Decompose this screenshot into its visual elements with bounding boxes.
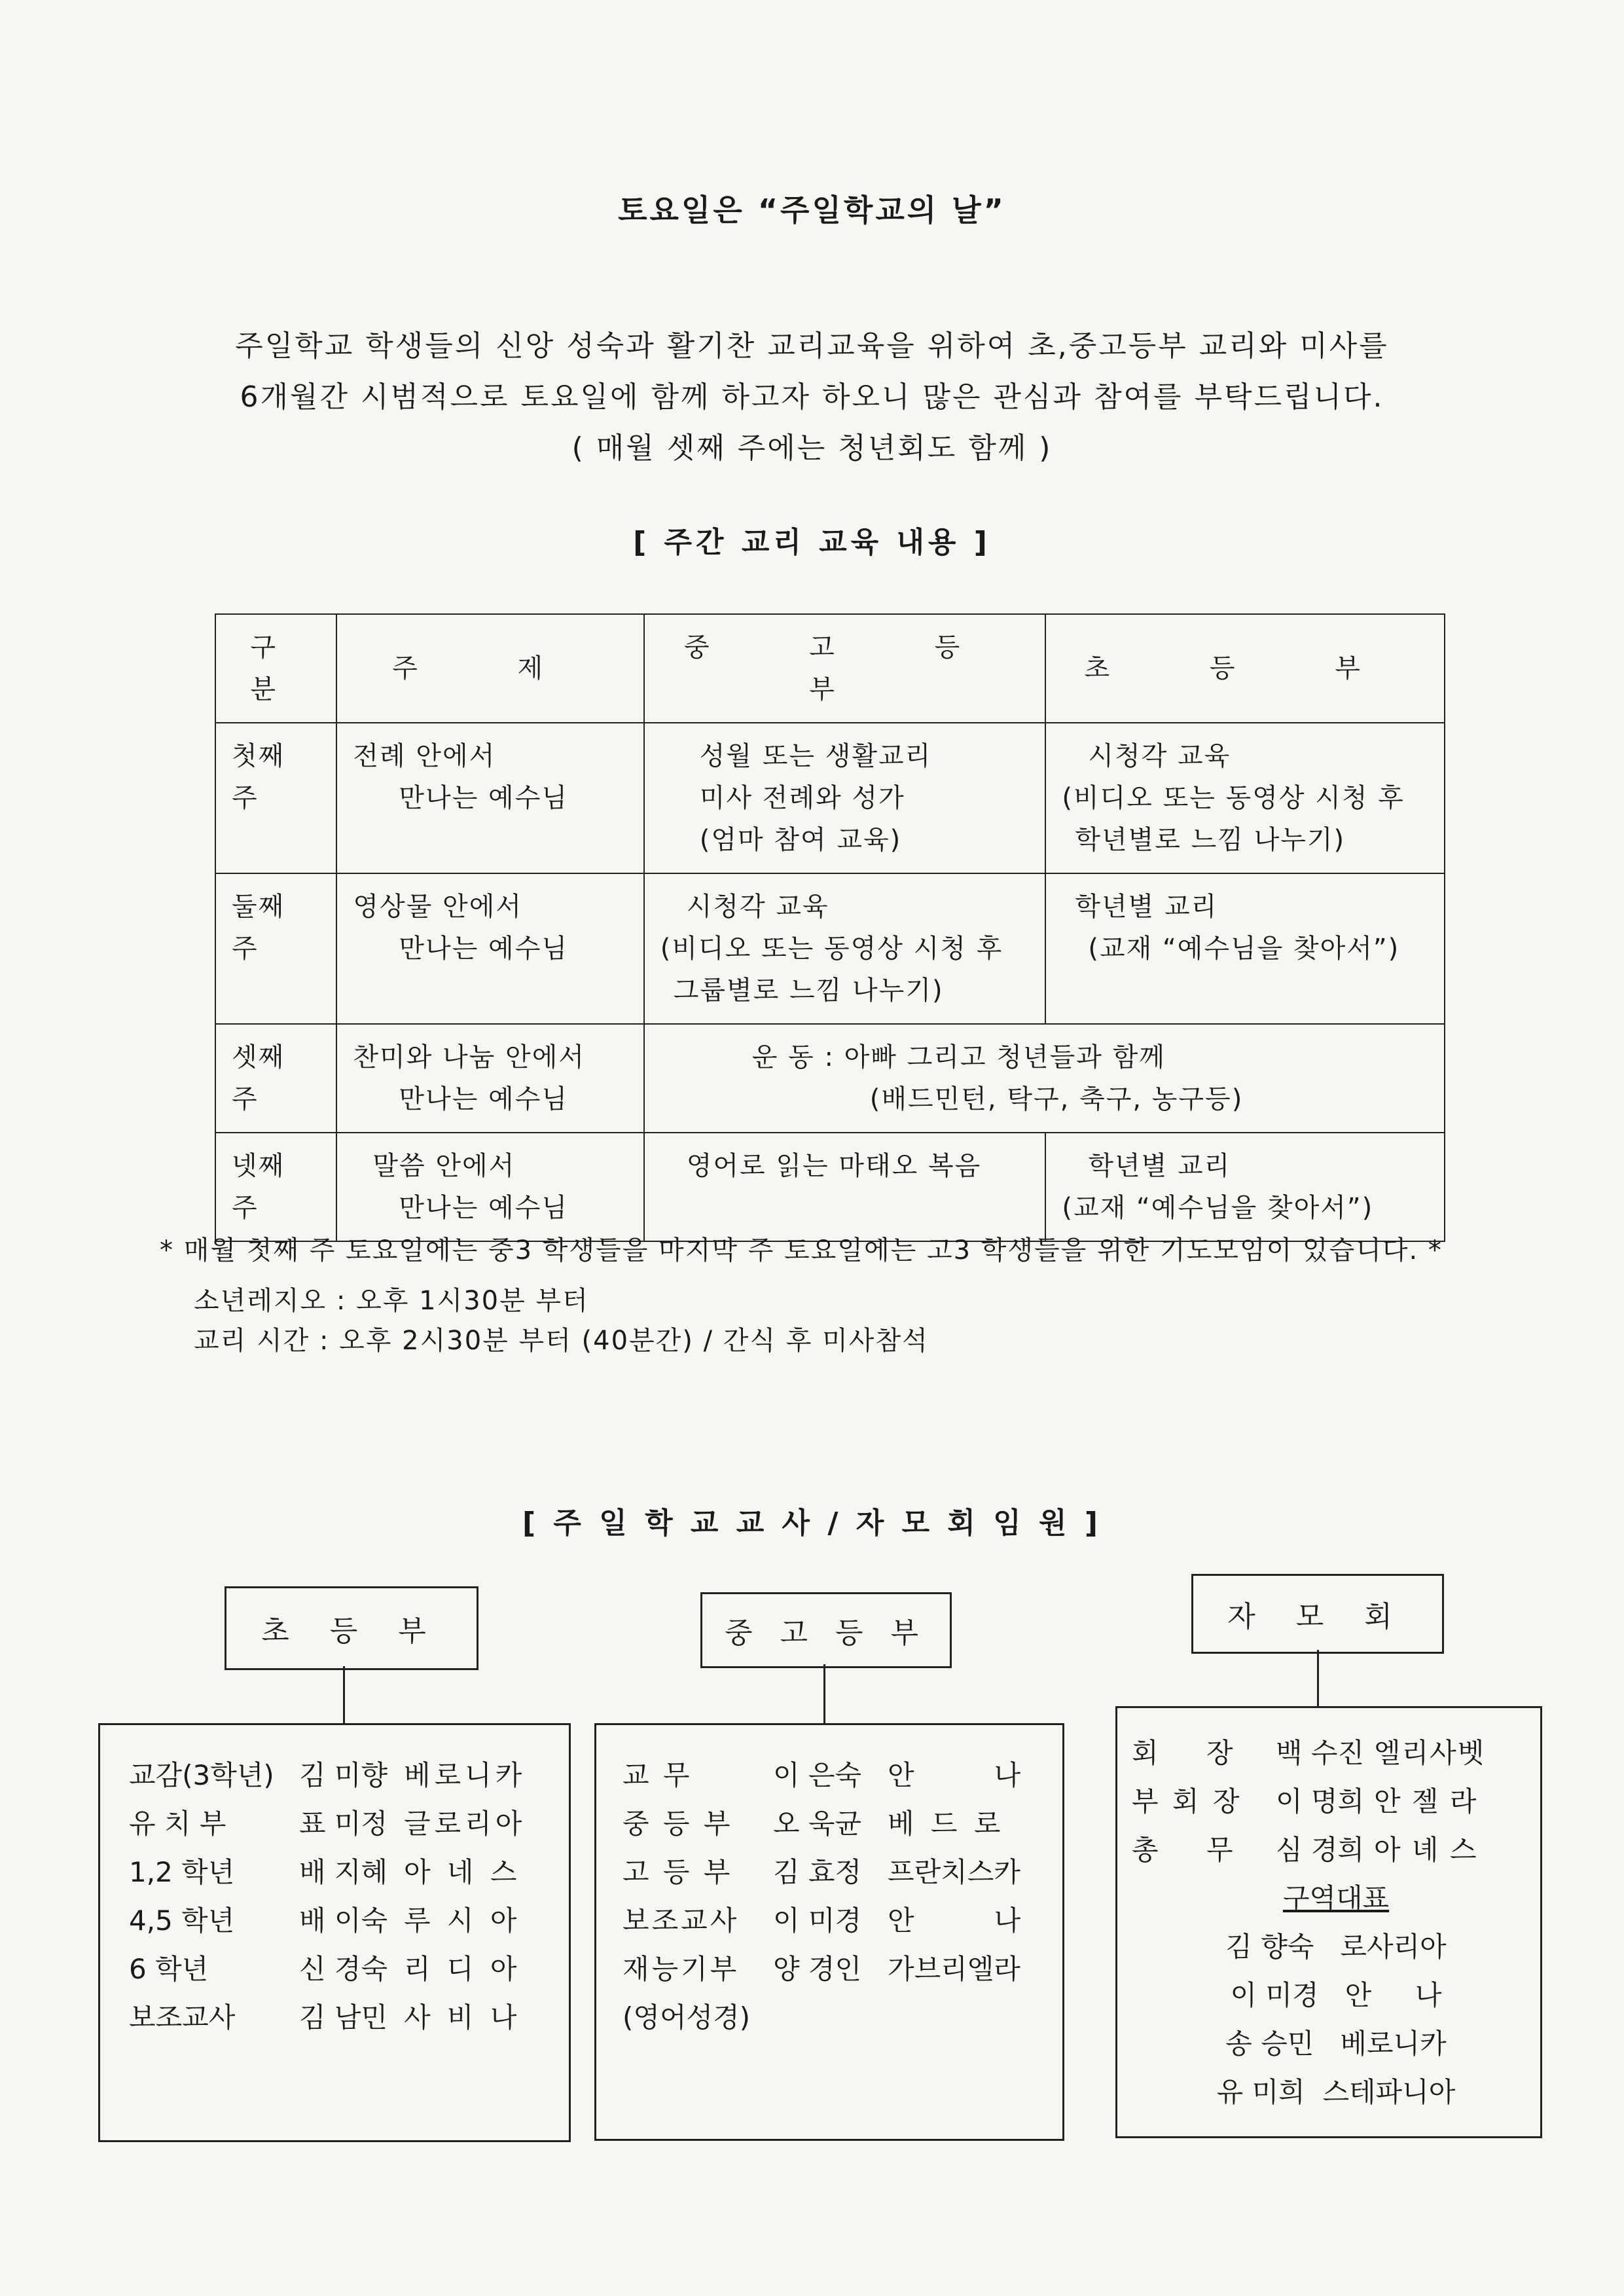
list-item: 총 무 심 경희 아 녜 스 [1132,1834,1478,1866]
list-item: 보조교사 김 남민 사 비 나 [129,2001,521,2033]
middle-high-staff-box [594,1723,1064,2141]
list-item: 이 미경 안 나 [1230,1979,1442,2011]
list-item: 송 승민 베로니카 [1225,2028,1447,2060]
list-item: 중 등 부 오 욱균 베 드 로 [623,1808,1005,1840]
topic-cell: 영상물 안에서 만나는 예수님 [336,873,643,1024]
elementary-cell: 학년별 교리 (교재 “예수님을 찾아서”) [1045,1133,1445,1241]
middle-high-header-box: 중 고 등 부 [700,1592,952,1668]
list-item: 김 향숙 로사리아 [1225,1931,1447,1963]
class-time: 교리 시간 : 오후 2시30분 부터 (40분간) / 간식 후 미사참석 [194,1326,929,1356]
header-elementary: 초 등 부 [1045,614,1445,723]
list-item: 회 장 백 수진 엘리사벳 [1132,1737,1486,1769]
week-label: 첫째 주 [215,723,336,873]
prayer-note: * 매월 첫째 주 토요일에는 중3 학생들을 마지막 주 토요일에는 고3 학생들을 위한 기도모임이 있습니다. * [160,1235,1443,1266]
district-rep-label: 구역대표 [1282,1882,1390,1914]
table-header-row [215,614,1445,723]
elementary-cell: 시청각 교육 (비디오 또는 동영상 시청 후 학년별로 느낌 나누기) [1045,723,1445,873]
list-item: 4,5 학년 배 이숙 루 시 아 [129,1904,521,1937]
topic-cell: 말씀 안에서 만나는 예수님 [336,1133,643,1241]
table-row [215,1024,1445,1133]
weekly-section-title: [ 주간 교리 교육 내용 ] [633,526,991,559]
connector-line [823,1664,825,1724]
middle-cell: 영어로 읽는 마태오 복음 [644,1133,1046,1241]
week-label: 둘째 주 [215,873,336,1024]
list-item-extra: (영어성경) [623,2001,751,2033]
combined-activity-cell: 운 동 : 아빠 그리고 청년들과 함께 (배드민턴, 탁구, 축구, 농구등) [644,1024,1445,1133]
header-category: 구 분 [215,614,336,723]
list-item: 유 미희 스테파니아 [1216,2076,1456,2108]
mothers-staff-box [1115,1706,1542,2138]
weekly-schedule-table [215,613,1445,1242]
table-row [215,873,1445,1024]
list-item: 교 무 이 은숙 안 나 [623,1759,1025,1791]
list-item: 보조교사 이 미경 안 나 [623,1904,1025,1937]
table-row [215,1133,1445,1241]
list-item: 재능기부 양 경인 가브리엘라 [623,1953,1020,1985]
elementary-staff-box [98,1723,571,2142]
elementary-header-box: 초 등 부 [225,1586,478,1670]
header-middle-high: 중 고 등 부 [644,614,1046,723]
middle-cell: 성월 또는 생활교리 미사 전례와 성가 (엄마 참여 교육) [644,723,1046,873]
elementary-cell: 학년별 교리 (교재 “예수님을 찾아서”) [1045,873,1445,1024]
intro-line-3: ( 매월 셋째 주에는 청년회도 함께 ) [571,431,1053,465]
week-label: 셋째 주 [215,1024,336,1133]
list-item: 유 치 부 표 미정 글로리아 [129,1808,526,1840]
topic-cell: 전례 안에서 만나는 예수님 [336,723,643,873]
legio-time: 소년레지오 : 오후 1시30분 부터 [194,1286,589,1316]
connector-line [1317,1650,1319,1707]
page-title: 토요일은 “주일학교의 날” [618,192,1006,228]
list-item: 1,2 학년 배 지혜 아 네 스 [129,1856,521,1888]
mothers-header-box: 자 모 회 [1191,1574,1444,1654]
list-item: 6 학년 신 경숙 리 디 아 [129,1953,521,1985]
header-topic: 주 제 [336,614,643,723]
topic-cell: 찬미와 나눔 안에서 만나는 예수님 [336,1024,643,1133]
week-label: 넷째 주 [215,1133,336,1241]
intro-line-2: 6개월간 시범적으로 토요일에 함께 하고자 하오니 많은 관심과 참여를 부탁드립니다. [240,380,1384,414]
staff-section-title: [ 주 일 학 교 교 사 / 자 모 회 임 원 ] [522,1506,1102,1540]
connector-line [343,1666,345,1725]
list-item: 교감(3학년) 김 미향 베로니카 [129,1759,526,1791]
intro-line-1: 주일학교 학생들의 신앙 성숙과 활기찬 교리교육을 위하여 초,중고등부 교리와 미사를 [235,329,1389,363]
middle-cell: 시청각 교육 (비디오 또는 동영상 시청 후 그룹별로 느낌 나누기) [644,873,1046,1024]
table-row [215,723,1445,873]
list-item: 고 등 부 김 효정 프란치스카 [623,1856,1020,1888]
list-item: 부 회 장 이 명희 안 젤 라 [1132,1785,1478,1817]
